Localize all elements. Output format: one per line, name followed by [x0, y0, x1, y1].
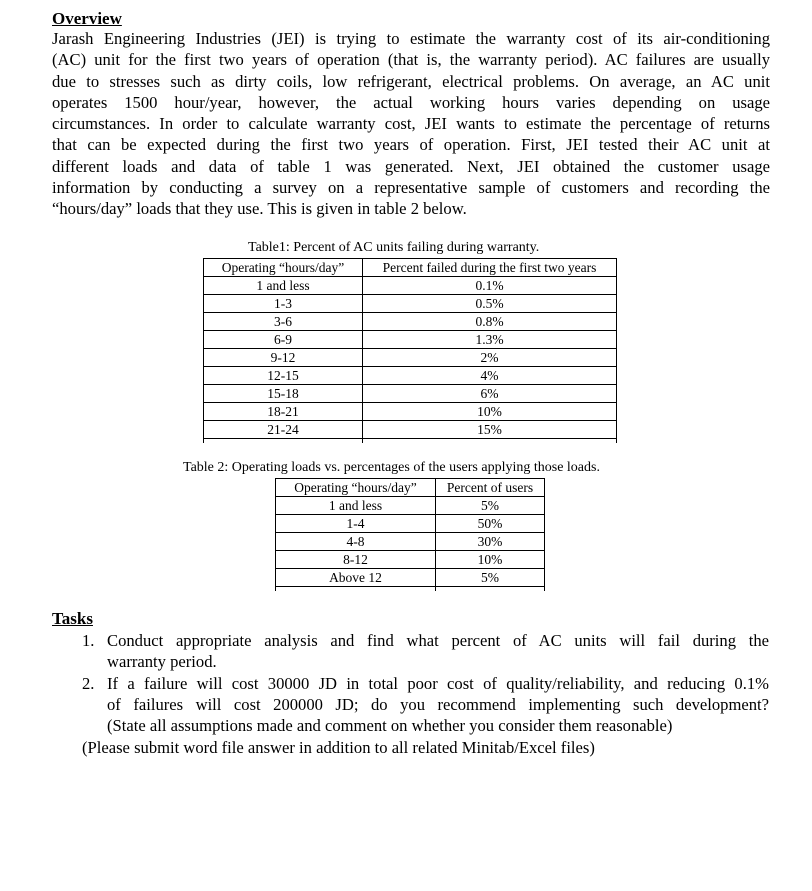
task-line: of failures will cost 200000 JD; do you recommend implementing such development?: [107, 694, 769, 714]
table1-caption: Table1: Percent of AC units failing during warranty.: [248, 240, 540, 255]
overview-line: circumstances. In order to calculate warranty cost, JEI wants to estimate the percentage of returns: [52, 114, 770, 134]
table-cell: [436, 587, 545, 592]
table-cell: 2%: [363, 349, 617, 367]
table-cell: 50%: [436, 515, 545, 533]
table-cell: 6-9: [204, 331, 363, 349]
table2: [275, 478, 545, 591]
overview-line: “hours/day” loads that they use. This is given in table 2 below.: [52, 199, 467, 219]
table-row: [276, 569, 545, 587]
table-cell: [363, 439, 617, 444]
table-row: [204, 403, 617, 421]
overview-line: (AC) unit for the first two years of operation (that is, the warranty period). AC failures are usually: [52, 50, 770, 70]
task-number: 2.: [82, 673, 95, 693]
table-header-row: [204, 259, 617, 277]
table-row: [276, 533, 545, 551]
table-row: [204, 331, 617, 349]
table-row: [276, 515, 545, 533]
task-text: [107, 673, 769, 737]
column-header: Percent failed during the first two years: [363, 259, 617, 277]
overview-line: Jarash Engineering Industries (JEI) is trying to estimate the warranty cost of its air-conditioning: [52, 29, 770, 48]
table-row: [276, 497, 545, 515]
table-header-row: [276, 479, 545, 497]
table-row: [204, 421, 617, 439]
table-cell: 1-4: [276, 515, 436, 533]
table-cell: 6%: [363, 385, 617, 403]
table-cell: 15%: [363, 421, 617, 439]
tasks-heading: Tasks: [52, 609, 93, 628]
overview-line: that can be expected during the first two years of operation. First, JEI tested their AC unit at: [52, 135, 770, 155]
overview-line: information by conducting a survey on a representative sample of customers and recording the: [52, 178, 770, 198]
table-cell: 3-6: [204, 313, 363, 331]
table-blank-row: [276, 587, 545, 592]
overview-line: due to stresses such as dirty coils, low refrigerant, electrical problems. On average, an AC unit: [52, 71, 770, 91]
table-cell: 10%: [436, 551, 545, 569]
table-cell: Above 12: [276, 569, 436, 587]
table-row: [204, 295, 617, 313]
table-cell: 0.1%: [363, 277, 617, 295]
table-row: [204, 385, 617, 403]
overview-line: operates 1500 hour/year, however, the actual working hours varies depending on usage: [52, 92, 770, 112]
table-cell: 30%: [436, 533, 545, 551]
task-line: (State all assumptions made and comment on whether you consider them reasonable): [107, 716, 673, 736]
table2-caption: Table 2: Operating loads vs. percentages of the users applying those loads.: [183, 460, 600, 475]
task-line: If a failure will cost 30000 JD in total poor cost of quality/reliability, and reducing 0.1%: [107, 673, 769, 693]
table-cell: 5%: [436, 569, 545, 587]
column-header: Percent of users: [436, 479, 545, 497]
table-cell: 15-18: [204, 385, 363, 403]
table-row: [204, 367, 617, 385]
task-number: 1.: [82, 631, 95, 650]
table-cell: 0.5%: [363, 295, 617, 313]
column-header: Operating “hours/day”: [276, 479, 436, 497]
table-cell: 1-3: [204, 295, 363, 313]
table-blank-row: [204, 439, 617, 444]
table1: [203, 258, 617, 443]
table-cell: 1 and less: [204, 277, 363, 295]
table-cell: 5%: [436, 497, 545, 515]
table-cell: 21-24: [204, 421, 363, 439]
table-cell: 12-15: [204, 367, 363, 385]
table-cell: 4%: [363, 367, 617, 385]
submission-note: (Please submit word file answer in addition to all related Minitab/Excel files): [82, 738, 595, 757]
table-cell: 10%: [363, 403, 617, 421]
table-cell: [204, 439, 363, 444]
table-cell: 18-21: [204, 403, 363, 421]
column-header: Operating “hours/day”: [204, 259, 363, 277]
table-cell: 0.8%: [363, 313, 617, 331]
table-cell: 9-12: [204, 349, 363, 367]
overview-paragraph: [52, 28, 770, 220]
table-cell: 1.3%: [363, 331, 617, 349]
table-cell: 4-8: [276, 533, 436, 551]
table-row: [204, 349, 617, 367]
table-row: [204, 277, 617, 295]
task-line: warranty period.: [107, 652, 217, 672]
table-row: [204, 313, 617, 331]
task-text: [107, 630, 769, 673]
overview-heading: Overview: [52, 9, 122, 28]
overview-line: different loads and data of table 1 was generated. Next, JEI obtained the customer usage: [52, 156, 770, 176]
table-cell: 1 and less: [276, 497, 436, 515]
task-line: Conduct appropriate analysis and find what percent of AC units will fail during the: [107, 631, 769, 650]
table-row: [276, 551, 545, 569]
table-cell: 8-12: [276, 551, 436, 569]
table-cell: [276, 587, 436, 592]
